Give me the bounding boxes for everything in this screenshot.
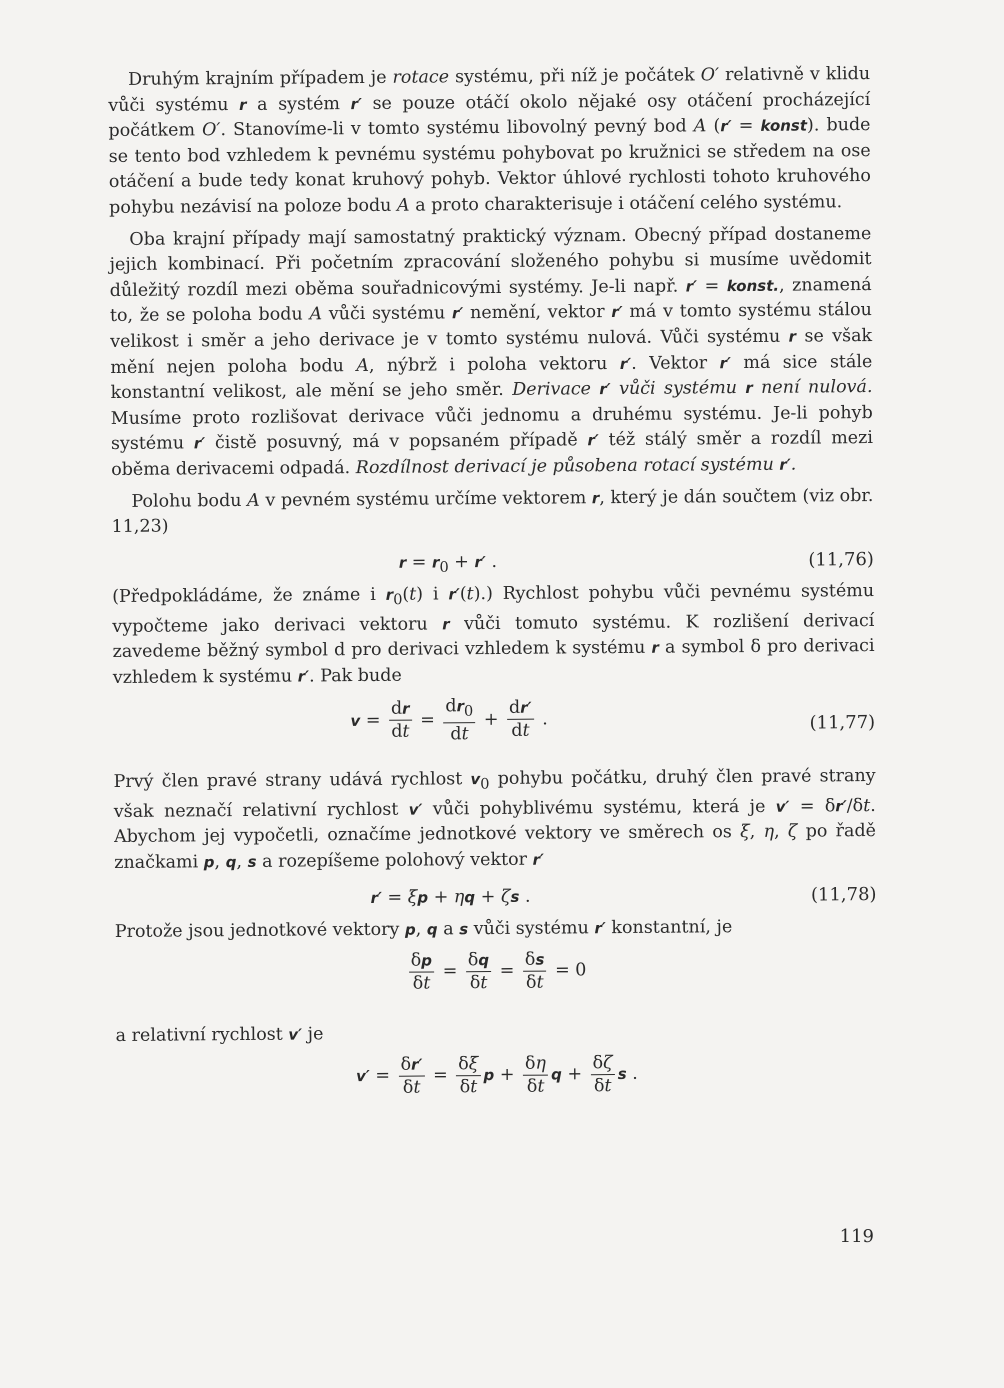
paragraph-relative-velocity: Prvý člen pravé strany udává rychlost $v_0$ pohybu počátku, druhý člen pravé strany však neznačí relativní rychlost v′ vůči pohyblivému systému, která je v′ = δr′/δt. Abychom jej vypočetli, označíme jednotkové vektory ve směrech os ξ, η, ζ po řadě značkami p, q, s a rozepíšeme polohový vektor r′ [113, 765, 877, 873]
equation-11-78: r′ = ξp + ηq + ζs . (11,78) [370, 884, 877, 909]
page-number: 119 [839, 1226, 874, 1247]
paragraph-rotation: Druhým krajním případem je rotace systému, při níž je počátek O′ relativně v klidu vůči systému r a systém r′ se pouze otáčí okolo nějaké osy otáčení procházející počátkem O′. Stanovíme-li v tomto systému libovolný pevný bod A (r′ = konst). bude se tento bod vzhledem k pevnému systému pohybovat po kružnici se středem na ose otáčení a bude tedy konat kruhový pohyb. Vektor úhlové rychlosti tohoto kruhového pohybu nezávisí na poloze bodu A a proto charakterisuje i otáčení celého systému. [108, 64, 871, 218]
equation-number: (11,76) [808, 548, 874, 571]
equation-relative-velocity: v′ = $\frac{\delta r'}{\delta t}$ = $\frac{\delta\xi}{\delta t}$ p + $\frac{\delta\eta}{\delta t}$ q + $\frac{\delta\zeta}{\delta t}$ s . [356, 1052, 638, 1098]
equation-11-76: $r = r_0 + r'$ . (11,76) [398, 548, 874, 576]
page-body [108, 62, 878, 1120]
paragraph-unit-vectors: Protože jsou jednotkové vektory p, q a s vůči systému r′ konstantní, je [114, 917, 733, 943]
paragraph-relative-speed: a relativní rychlost v′ je [115, 1024, 324, 1047]
equation-11-77: v = $\frac{dr}{dt}$ = $\frac{dr_0}{dt}$ + $\frac{dr'}{dt}$ . (11,77) [350, 695, 876, 745]
paragraph-velocity-derivation: (Předpokládáme, že známe i $r_0(t)$ i r′(t).) Rychlost pohybu vůči pevnému systému vypočteme jako derivaci vektoru r vůči tomuto systému. K rozlišení derivací zavedeme běžný symbol d pro derivaci vzhledem k systému r a symbol δ pro derivaci vzhledem k systému r′. Pak bude [112, 580, 875, 688]
equation-unit-derivatives: $\frac{\delta p}{\delta t}$ = $\frac{\delta q}{\delta t}$ = $\frac{\delta s}{\delta t}$ = 0 [115, 946, 877, 1016]
equation-number: (11,77) [809, 711, 876, 734]
paragraph-position: Polohu bodu A v pevném systému určíme vektorem r, který je dán součtem (viz obr. 11,23) [111, 485, 874, 538]
paragraph-combination: Oba krajní případy mají samostatný praktický význam. Obecný případ dostaneme jejich kombinací. Při početním zpracování složeného pohybu si musíme uvědomit důležitý rozdíl mezi oběma souřadnicovými systémy. Je-li např. r′ = konst., znamená to, že se poloha bodu A vůči systému r′ nemění, vektor r′ má v tomto systému stálou velikost i směr a jeho derivace je v tomto systému nulová. Vůči systému r se však mění nejen poloha bodu A, nýbrž i poloha vektoru r′. Vektor r′ má sice stále konstantní velikost, ale mění se jeho směr. Derivace r′ vůči systému r není nulová. Musíme proto rozlišovat derivace vůči jednomu a druhému systému. Je-li pohyb systému r′ čistě posuvný, má v popsaném případě r′ též stálý směr a rozdíl mezi oběma derivacemi odpadá. Rozdílnost derivací je působena rotací systému r′. [109, 223, 874, 480]
equation-number: (11,78) [810, 884, 877, 906]
